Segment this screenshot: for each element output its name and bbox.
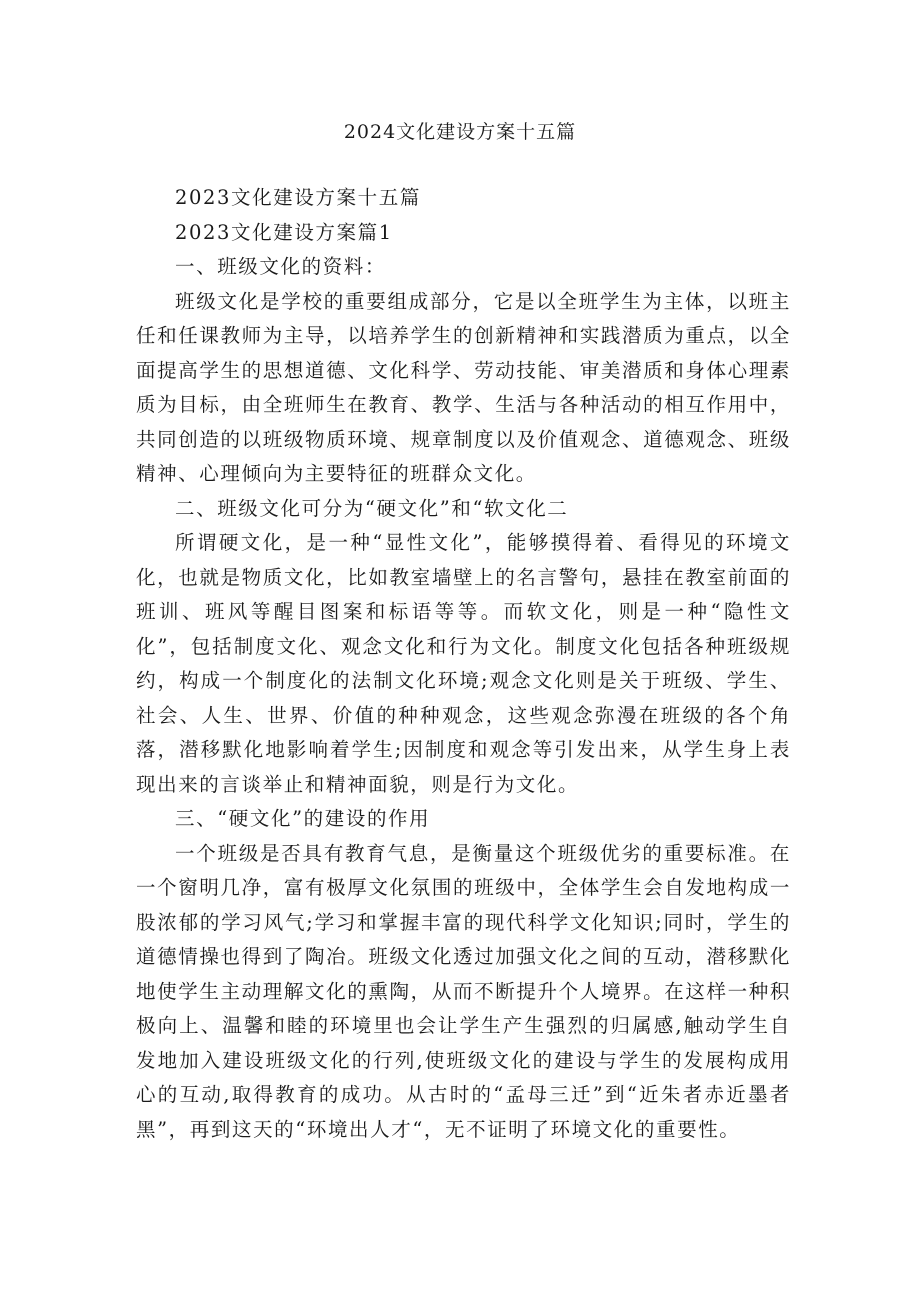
- body-paragraph: 一个班级是否具有教育气息，是衡量这个班级优劣的重要标准。在一个窗明几净，富有极厚文化氛围的班级中，全体学生会自发地构成一股浓郁的学习风气;学习和掌握丰富的现代科学文化知识;同时，学生的道德情操也得到了陶冶。班级文化透过加强文化之间的互动，潜移默化地使学生主动理解文化的熏陶，从而不断提升个人境界。在这样一种积极向上、温馨和睦的环境里也会让学生产生强烈的归属感,触动学生自发地加入建设班级文化的行列,使班级文化的建设与学生的发展构成用心的互动,取得教育的成功。从古时的“孟母三迁”到“近朱者赤近墨者黑”，再到这天的“环境出人才“，无不证明了环境文化的重要性。: [136, 841, 791, 1141]
- heading-class-culture-content: 一、班级文化的资料：: [175, 255, 387, 278]
- section-heading-paragraph: 2023文化建设方案篇1: [175, 220, 393, 244]
- body-paragraph: 班级文化是学校的重要组成部分，它是以全班学生为主体，以班主任和任课教师为主导，以培养学生的创新精神和实践潜质为重点，以全面提高学生的思想道德、文化科学、劳动技能、审美潜质和身体心理素质为目标，由全班师生在教育、教学、生活与各种活动的相互作用中，共同创造的以班级物质环境、规章制度以及价值观念、道德观念、班级精神、心理倾向为主要特征的班群众文化。: [136, 289, 791, 485]
- heading-culture-categories: 二、班级文化可分为“硬文化”和“软文化二: [175, 496, 569, 520]
- body-paragraph: 所谓硬文化，是一种“显性文化”，能够摸得着、看得见的环境文化，也就是物质文化，比如教室墙壁上的名言警句，悬挂在教室前面的班训、班风等醒目图案和标语等等。而软文化，则是一种“隐性文化”，包括制度文化、观念文化和行为文化。制度文化包括各种班级规约，构成一个制度化的法制文化环境;观念文化则是关于班级、学生、社会、人生、世界、价值的种种观念，这些观念弥漫在班级的各个角落，潜移默化地影响着学生;因制度和观念等引发出来，从学生身上表现出来的言谈举止和精神面貌，则是行为文化。: [136, 531, 791, 796]
- subtitle-paragraph: 2023文化建设方案十五篇: [175, 186, 421, 209]
- heading-hard-culture-role: 三、“硬文化”的建设的作用: [175, 807, 431, 830]
- document-body: [136, 181, 791, 1147]
- document-title: 2024文化建设方案十五篇: [343, 121, 577, 143]
